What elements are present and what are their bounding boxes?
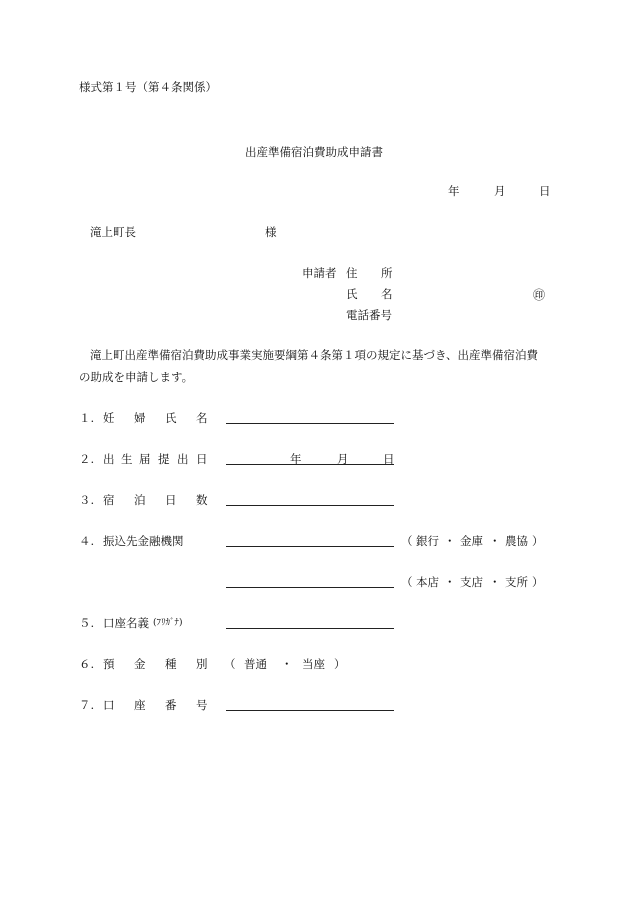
item1-num: １. <box>79 411 95 425</box>
item6-opt-sep: ・ <box>281 657 293 671</box>
body-line-2: の助成を申請します。 <box>79 370 194 384</box>
item1-label-1: 妊 <box>103 411 115 425</box>
item4-entry-line-1[interactable] <box>226 546 394 547</box>
address-label-2: 所 <box>381 266 393 280</box>
item6-opt-futsuu[interactable]: 普通 <box>244 657 267 671</box>
item2-label-4: 提 <box>158 452 170 466</box>
item2-year: 年 <box>290 452 302 466</box>
item5-entry-line[interactable] <box>226 628 394 629</box>
item6-label-2: 金 <box>134 657 146 671</box>
item4-opt2-shisho[interactable]: 支所 <box>505 575 528 589</box>
item7-num: ７. <box>79 698 95 712</box>
item2-label-5: 出 <box>177 452 189 466</box>
seal-mark: ㊞ <box>533 288 546 302</box>
addressee-name: 滝上町長 <box>90 225 136 239</box>
address-label-1: 住 <box>346 266 358 280</box>
item7-label-2: 座 <box>134 698 146 712</box>
item2-label-3: 届 <box>139 452 151 466</box>
item6-num: ６. <box>79 657 95 671</box>
item4-opt1-sep1: ・ <box>444 534 456 548</box>
item4-opt1-sep2: ・ <box>489 534 501 548</box>
date-month: 月 <box>494 184 506 198</box>
item7-entry-line[interactable] <box>226 710 394 711</box>
item4-opt2-sep2: ・ <box>489 575 501 589</box>
item4-opt2-sep1: ・ <box>444 575 456 589</box>
item2-month: 月 <box>337 452 349 466</box>
item4-num: ４. <box>79 534 95 548</box>
item1-label-3: 氏 <box>165 411 177 425</box>
item4-opt2-open: （ <box>401 575 413 589</box>
item5-num: ５. <box>79 616 95 630</box>
item3-num: ３. <box>79 493 95 507</box>
item6-label-4: 別 <box>196 657 208 671</box>
item6-label-3: 種 <box>165 657 177 671</box>
item4-opt2-honten[interactable]: 本店 <box>416 575 439 589</box>
item1-entry-line[interactable] <box>226 423 394 424</box>
item3-label-1: 宿 <box>103 493 115 507</box>
item5-furigana: (ﾌﾘｶﾞﾅ) <box>153 618 183 628</box>
applicant-label: 申請者 <box>302 266 337 280</box>
addressee-honorific: 様 <box>265 225 277 239</box>
item2-label-2: 生 <box>121 452 133 466</box>
item4-opt2-close: ） <box>532 575 544 589</box>
form-title: 出産準備宿泊費助成申請書 <box>245 145 383 159</box>
item7-label-1: 口 <box>103 698 115 712</box>
date-day: 日 <box>539 184 551 198</box>
item6-label-1: 預 <box>103 657 115 671</box>
date-year: 年 <box>448 184 460 198</box>
item4-opt1-shinkin[interactable]: 金庫 <box>460 534 483 548</box>
item2-label-6: 日 <box>196 452 208 466</box>
item4-opt1-open: （ <box>401 534 413 548</box>
item2-entry-line[interactable] <box>226 464 394 465</box>
item4-opt1-noukyo[interactable]: 農協 <box>505 534 528 548</box>
item4-opt2-shiten[interactable]: 支店 <box>460 575 483 589</box>
body-line-1: 滝上町出産準備宿泊費助成事業実施要綱第４条第１項の規定に基づき、出産準備宿泊費 <box>90 348 539 362</box>
item3-entry-line[interactable] <box>226 505 394 506</box>
item6-opt-touza[interactable]: 当座 <box>302 657 325 671</box>
item4-label: 振込先金融機関 <box>103 534 184 548</box>
item6-opt-open: （ <box>224 657 236 671</box>
item1-label-4: 名 <box>196 411 208 425</box>
name-label-1: 氏 <box>346 287 358 301</box>
item5-label: 口座名義 <box>103 616 149 630</box>
item4-opt1-close: ） <box>532 534 544 548</box>
item6-opt-close: ） <box>334 657 346 671</box>
name-label-2: 名 <box>381 287 393 301</box>
item7-label-4: 号 <box>196 698 208 712</box>
form-number: 様式第１号（第４条関係） <box>79 80 217 94</box>
item3-label-4: 数 <box>196 493 208 507</box>
item2-num: ２. <box>79 452 95 466</box>
item7-label-3: 番 <box>165 698 177 712</box>
item2-label-1: 出 <box>103 452 115 466</box>
item1-label-2: 婦 <box>134 411 146 425</box>
item4-opt1-bank[interactable]: 銀行 <box>416 534 439 548</box>
item3-label-3: 日 <box>165 493 177 507</box>
item4-entry-line-2[interactable] <box>226 587 394 588</box>
phone-label: 電話番号 <box>346 308 392 322</box>
item3-label-2: 泊 <box>134 493 146 507</box>
item2-day: 日 <box>383 452 395 466</box>
